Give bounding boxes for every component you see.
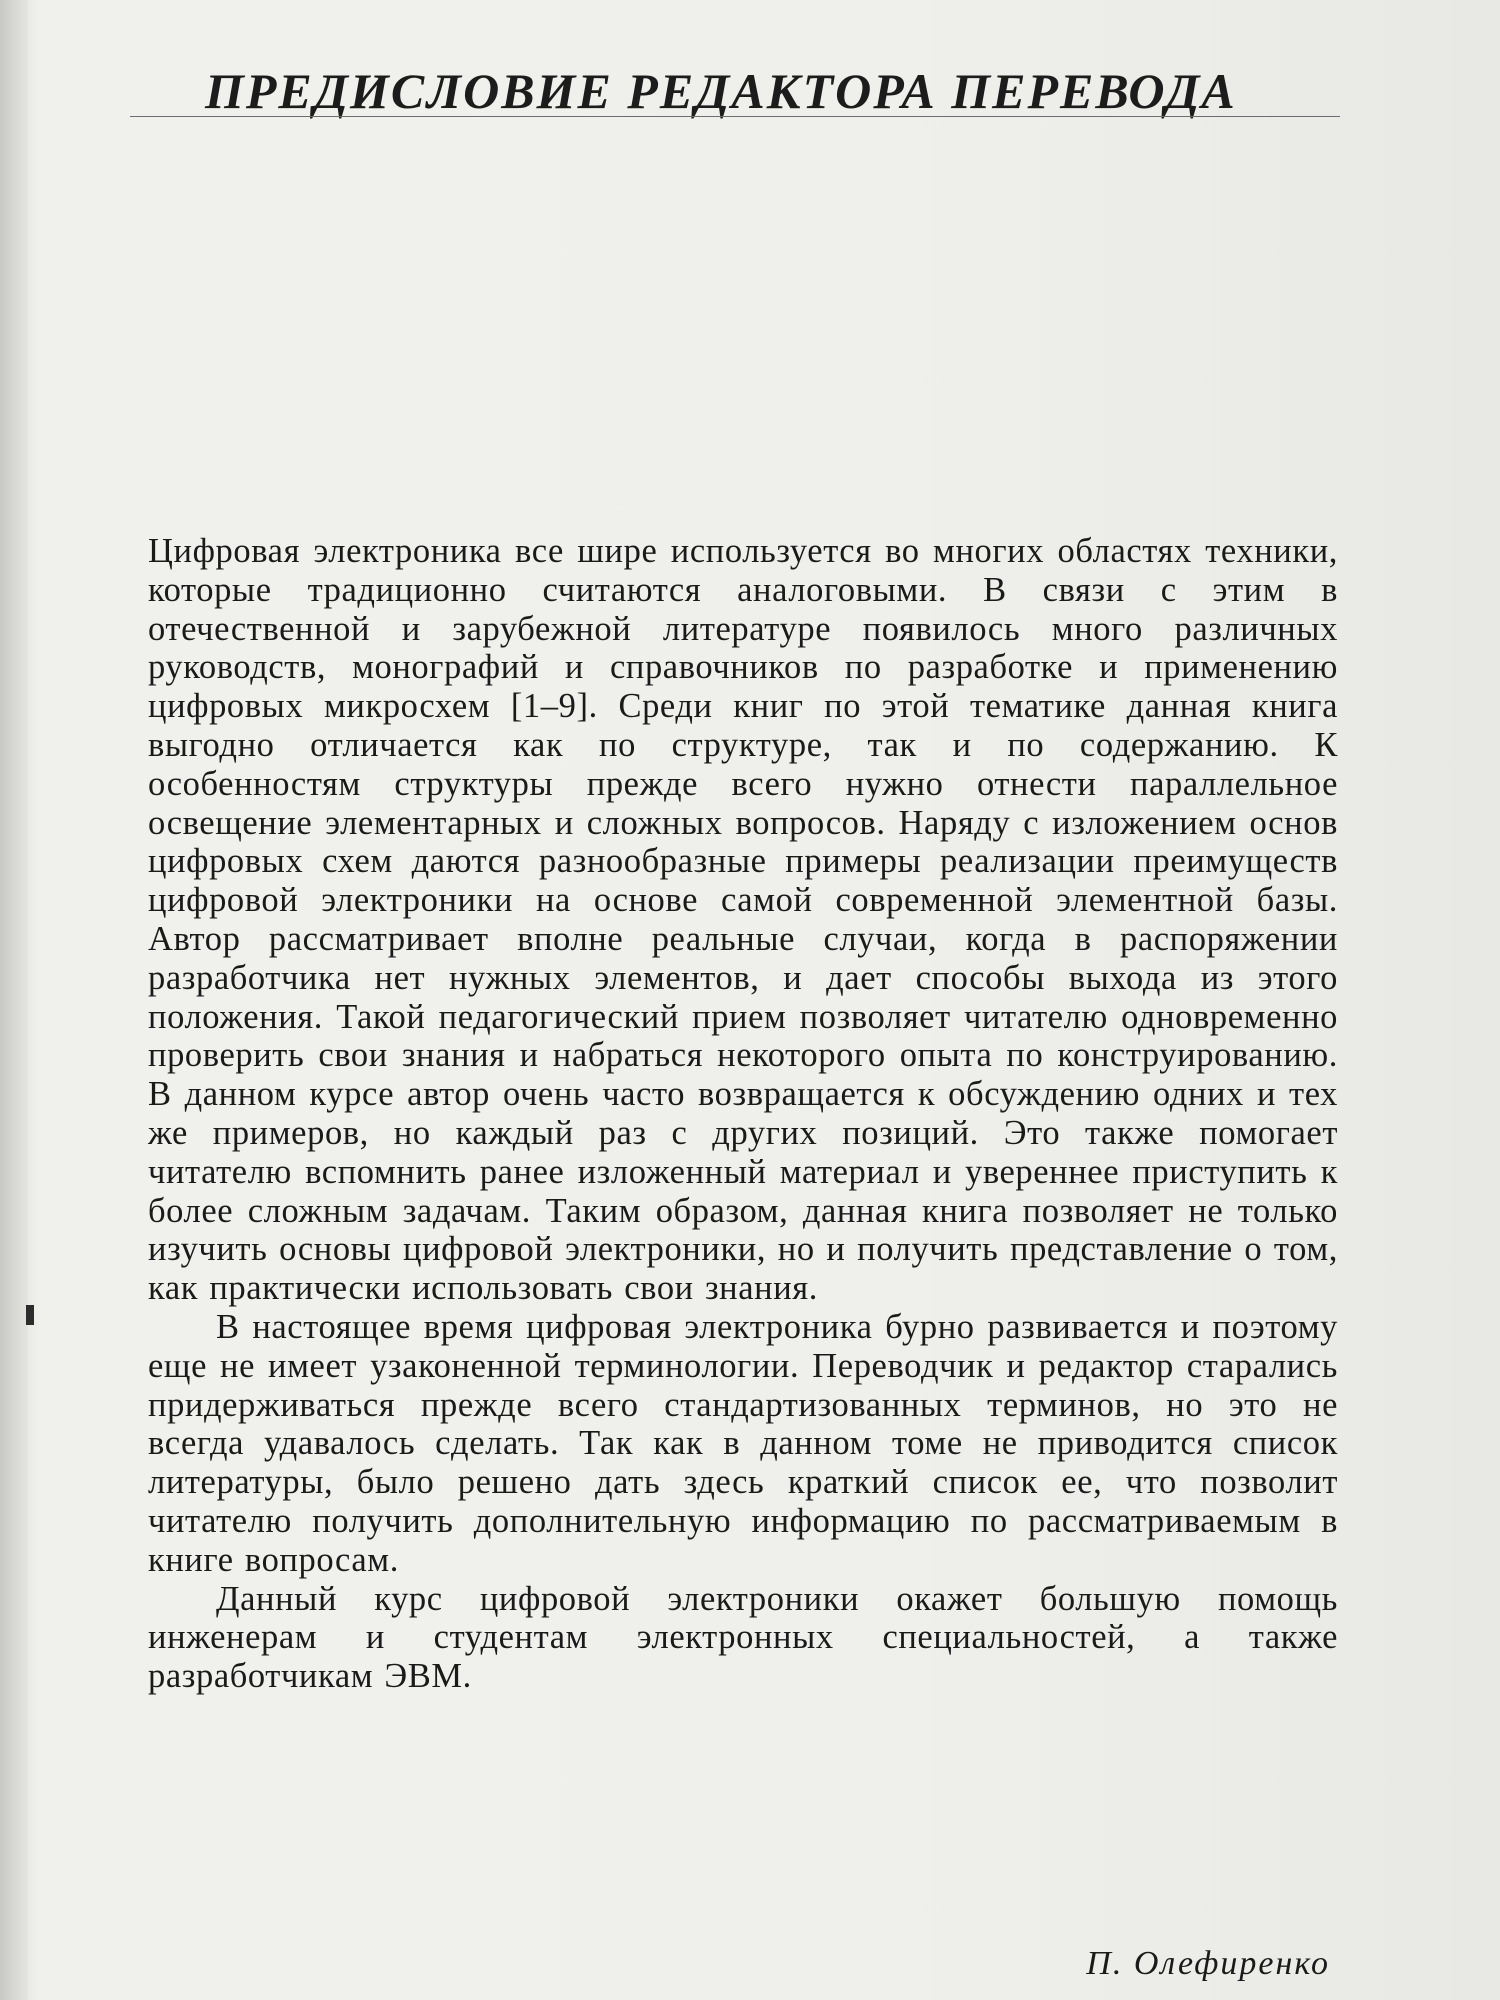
margin-mark [26, 1305, 34, 1325]
signature: П. Олефиренко [1086, 1945, 1330, 1982]
paragraph-3: Данный курс цифровой электроники окажет большую помощь инженерам и студентам электронных специальностей, а также разработчикам ЭВМ. [148, 1579, 1338, 1696]
preface-body [148, 532, 1338, 1696]
page-title: ПРЕДИСЛОВИЕ РЕДАКТОРА ПЕРЕВОДА [205, 63, 1237, 119]
paragraph-2: В настоящее время цифровая электроника бурно развивается и поэтому еще не имеет узаконенной терминологии. Переводчик и редактор старались придерживаться прежде всего стандартизованных терминов, но это не всегда удавалось сделать. Так как в данном томе не приводится список литературы, было решено дать здесь краткий список ее, что позволит читателю получить дополнительную информацию по рассматриваемым в книге вопросам. [148, 1307, 1338, 1579]
binding-shadow [0, 0, 28, 2000]
paragraph-1: Цифровая электроника все шире используется во многих областях техники, которые традиционно считаются аналоговыми. В связи с этим в отечественной и зарубежной литературе появилось много различных руководств, монографий и справочников по разработке и применению цифровых микросхем [1–9]. Среди книг по этой тематике данная книга выгодно отличается как по структуре, так и по содержанию. К особенностям структуры прежде всего нужно отнести параллельное освещение элементарных и сложных вопросов. Наряду с изложением основ цифровых схем даются разнообразные примеры реализации преимуществ цифровой электроники на основе самой современной элементной базы. Автор рассматривает вполне реальные случаи, когда в распоряжении разработчика нет нужных элементов, и дает способы выхода из этого положения. Такой педагогический прием позволяет читателю одновременно проверить свои знания и набраться некоторого опыта по конструированию. В данном курсе автор очень часто возвращается к обсуждению одних и тех же примеров, но каждый раз с других позиций. Это также помогает читателю вспомнить ранее изложенный материал и увереннее приступить к более сложным задачам. Таким образом, данная книга позволяет не только изучить основы цифровой электроники, но и получить представление о том, как практически использовать свои знания. [148, 532, 1338, 1308]
header-rule [130, 116, 1340, 117]
page-header [130, 56, 1340, 126]
